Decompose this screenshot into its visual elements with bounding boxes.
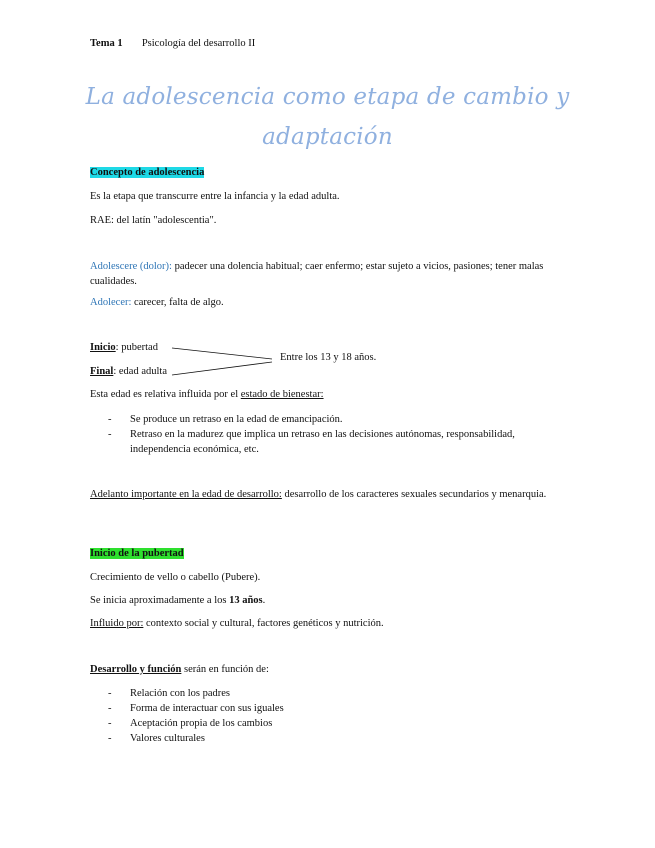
pubertad-heading-wrap xyxy=(90,548,184,559)
list-item-text: Valores culturales xyxy=(130,733,205,744)
age-range-note: Entre los 13 y 18 años. xyxy=(280,352,377,363)
list-item xyxy=(90,412,570,427)
concepto-rae: RAE: del latín "adolescentia". xyxy=(90,215,217,226)
pubertad-inicia-text: Se inicia aproximadamente a los xyxy=(90,595,230,606)
influido-text: contexto social y cultural, factores genéticos y nutrición. xyxy=(143,618,384,629)
pubertad-inicia-age: 13 años xyxy=(229,595,263,606)
concepto-heading-wrap xyxy=(90,167,204,178)
desarrollo-line xyxy=(90,664,269,675)
relativa-line xyxy=(90,389,324,400)
list-item-text: Relación con los padres xyxy=(130,688,231,699)
relativa-link: estado de bienestar: xyxy=(240,389,324,400)
page-title-line-2: adaptación xyxy=(262,124,393,150)
adolescere-paragraph xyxy=(90,259,570,289)
list-item-text: Retraso en la madurez que implica un retraso en las decisiones autónomas, responsabilidad, independencia económica, etc. xyxy=(130,429,515,455)
final-line xyxy=(90,366,167,377)
final-value: : edad adulta xyxy=(113,366,167,377)
inicio-value: : pubertad xyxy=(115,342,158,353)
list-dash: - xyxy=(108,718,112,729)
desarrollo-label: Desarrollo y función xyxy=(90,664,182,675)
adelanto-label: Adelanto importante en la edad de desarrollo: xyxy=(90,489,282,500)
influido-label: Influido por: xyxy=(90,618,144,629)
final-label: Final xyxy=(90,366,114,377)
inicio-line xyxy=(90,342,158,353)
list-dash: - xyxy=(108,688,112,699)
page-title-line-1: La adolescencia como etapa de cambio y xyxy=(85,84,570,110)
desarrollo-list xyxy=(90,686,570,746)
list-dash: - xyxy=(108,733,112,744)
adolescere-meaning: padecer una dolencia habitual; caer enfermo; estar sujeto a vicios, pasiones; tener malas cualidades. xyxy=(90,261,544,287)
pubertad-inicia xyxy=(90,595,265,606)
list-item xyxy=(90,701,570,716)
list-dash: - xyxy=(108,703,112,714)
pubertad-influido xyxy=(90,618,384,629)
header-subject: Psicología del desarrollo II xyxy=(141,38,256,49)
list-item-text: Aceptación propia de los cambios xyxy=(130,718,273,729)
concepto-definition: Es la etapa que transcurre entre la infancia y la edad adulta. xyxy=(90,191,340,202)
pubertad-crecimiento: Crecimiento de vello o cabello (Pubere). xyxy=(90,572,261,583)
list-item-text: Se produce un retraso en la edad de emancipación. xyxy=(130,414,343,425)
inicio-label: Inicio xyxy=(90,342,116,353)
bienestar-list xyxy=(90,412,570,457)
adelanto-text: desarrollo de los caracteres sexuales secundarios y menarquia. xyxy=(281,489,547,500)
pubertad-heading: Inicio de la pubertad xyxy=(90,548,184,559)
list-dash: - xyxy=(108,414,112,425)
pubertad-inicia-end: . xyxy=(262,595,266,606)
adolecer-meaning: carecer, falta de algo. xyxy=(131,297,224,308)
list-item xyxy=(90,716,570,731)
desarrollo-text: serán en función de: xyxy=(181,664,269,675)
relativa-text: Esta edad es relativa influida por el xyxy=(90,389,241,400)
adolecer-term: Adolecer: xyxy=(90,297,132,308)
list-dash: - xyxy=(108,429,112,440)
adelanto-paragraph xyxy=(90,487,570,502)
list-item xyxy=(90,427,570,457)
header xyxy=(90,38,255,49)
header-tema: Tema 1 xyxy=(90,38,123,49)
list-item-text: Forma de interactuar con sus iguales xyxy=(130,703,284,714)
list-item xyxy=(90,731,570,746)
concepto-heading: Concepto de adolescencia xyxy=(90,167,205,178)
adolecer-paragraph xyxy=(90,297,224,308)
list-item xyxy=(90,686,570,701)
adolescere-term: Adolescere (dolor): xyxy=(90,261,172,272)
